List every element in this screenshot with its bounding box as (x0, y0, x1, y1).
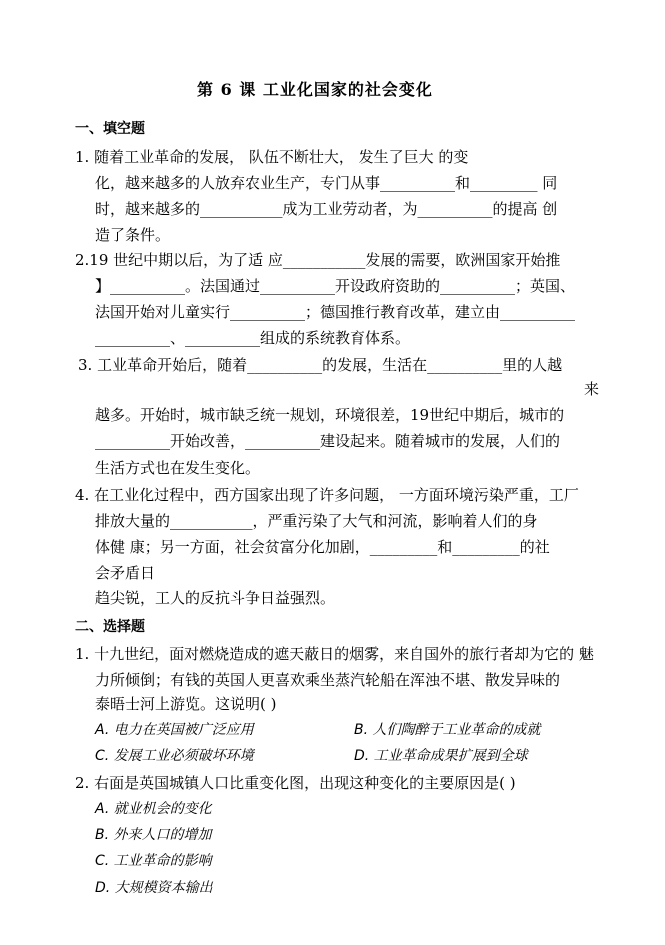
option-c[interactable]: C. 发展工业必须破坏环境 (95, 748, 254, 764)
question-line: 2. 右面是英国城镇人口比重变化图，出现这种变化的主要原因是( ) (75, 774, 516, 792)
question-line: 4. 在工业化过程中，西方国家出现了许多问题， 一方面环境污染严重，工厂 (75, 486, 579, 504)
question-line: 化，越来越多的人放弃农业生产，专门从事__________和_________ 同 (95, 174, 558, 192)
option-a[interactable]: A. 电力在英国被广泛应用 (95, 722, 254, 738)
question-line: 会矛盾日 (95, 564, 156, 582)
question-line: __________开始改善，__________建设起来。随着城市的发展，人们的 (95, 432, 561, 450)
option-b[interactable]: B. 人们陶醉于工业革命的成就 (354, 722, 541, 738)
option-a[interactable]: A. 就业机会的变化 (95, 801, 212, 817)
question-line: 2.19 世纪中期以后，为了适 应___________发展的需要，欧洲国家开始推 (75, 251, 561, 269)
question-line: 造了条件。 (95, 226, 171, 244)
question-line: 生活方式也在发生变化。 (95, 459, 261, 477)
section-heading-fill-in: 一、填空题 (75, 121, 145, 137)
lesson-title: 第 6 课 工业化国家的社会变化 (197, 80, 433, 99)
section-heading-multiple-choice: 二、选择题 (75, 619, 145, 635)
question-line: 力所倾倒；有钱的英国人更喜欢乘坐蒸汽轮船在浑浊不堪、散发异味的 (95, 671, 561, 689)
question-line: 3. 工业革命开始后，随着__________的发展，生活在__________里的人越 (78, 356, 563, 374)
question-line: 1. 十九世纪，面对燃烧造成的遮天蔽日的烟雾，来自国外的旅行者却为它的 魅 (75, 645, 594, 663)
option-d[interactable]: D. 大规模资本输出 (95, 880, 213, 896)
question-line: 泰晤士河上游览。这说明( ) (95, 695, 277, 713)
question-line: 体健 康；另一方面，社会贫富分化加剧，_________和_________的社 (95, 538, 550, 556)
question-line: 越多。开始时，城市缺乏统一规划，环境很差，19世纪中期后，城市的 (95, 406, 565, 424)
option-c[interactable]: C. 工业革命的影响 (95, 853, 212, 869)
question-line: 】__________。法国通过__________开设政府资助的__________；英国、 (95, 277, 576, 295)
option-d[interactable]: D. 工业革命成果扩展到全球 (354, 748, 528, 764)
question-line: 排放大量的___________，严重污染了大气和河流，影响着人们的身 (95, 512, 538, 530)
option-b[interactable]: B. 外来人口的增加 (95, 827, 212, 843)
question-line: 时，越来越多的___________成为工业劳动者，为__________的提高 创 (95, 200, 558, 218)
question-line: 法国开始对儿童实行__________；德国推行教育改革，建立由__________ (95, 303, 576, 321)
question-line: __________、__________组成的系统教育体系。 (95, 329, 411, 347)
question-line: 来 (584, 380, 600, 398)
question-line: 1. 随着工业革命的发展， 队伍不断壮大， 发生了巨大 的变 (75, 148, 469, 166)
question-line: 趋尖锐，工人的反抗斗争日益强烈。 (95, 589, 336, 607)
